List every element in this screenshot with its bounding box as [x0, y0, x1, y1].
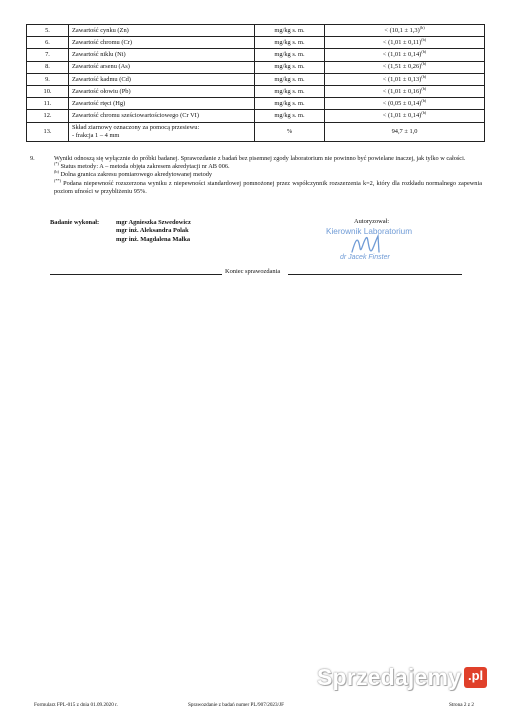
- parameter-name: Zawartość rtęci (Hg): [69, 98, 255, 110]
- parameter-value: [325, 98, 485, 110]
- remarks-body: [54, 155, 482, 196]
- row-number: 11.: [27, 98, 69, 110]
- value-note-mark: (b): [421, 61, 427, 67]
- parameter-unit: mg/kg s. m.: [255, 73, 325, 85]
- parameter-unit: mg/kg s. m.: [255, 85, 325, 97]
- parameter-name: Zawartość kadmu (Cd): [69, 73, 255, 85]
- row-number: 8.: [27, 61, 69, 73]
- parameter-name: Zawartość cynku (Zn): [69, 25, 255, 37]
- value-note-mark: (b): [421, 36, 427, 42]
- parameter-unit: mg/kg s. m.: [255, 37, 325, 49]
- parameter-unit: mg/kg s. m.: [255, 98, 325, 110]
- stamp-title: Kierownik Laboratorium: [326, 227, 413, 236]
- value-text: < (1,01 ± 0,11): [382, 39, 422, 47]
- value-text: < (1,01 ± 0,14): [382, 112, 422, 120]
- table-row: [27, 85, 485, 97]
- note-text: Status metody: A – metoda objęta zakresem akredytacji nr AB 006.: [58, 163, 230, 171]
- results-table-body: [27, 25, 485, 123]
- parameter-name: Zawartość chromu (Cr): [69, 37, 255, 49]
- value-text: < (0,05 ± 0,14): [382, 100, 422, 108]
- parameter-value: [325, 37, 485, 49]
- row-number: 6.: [27, 37, 69, 49]
- value-text: < (1,01 ± 0,14): [382, 51, 422, 59]
- table-row: [27, 122, 485, 141]
- footer-form-id: Formularz FPL-015 z dnia 01.09.2020 r.: [34, 702, 118, 708]
- row-number: 10.: [27, 85, 69, 97]
- note-mark: (**): [54, 177, 61, 183]
- value-note-mark: (b): [421, 49, 427, 55]
- parameter-value: [325, 110, 485, 122]
- parameter-name-line1: Skład ziarnowy oznaczony za pomocą przesiewu:: [72, 124, 200, 132]
- end-line-right: [288, 274, 462, 275]
- end-of-report-text: Koniec sprawozdania: [225, 268, 281, 275]
- parameter-unit: %: [255, 122, 325, 141]
- row-number: 5.: [27, 25, 69, 37]
- performed-by-label: Badanie wykonał:: [50, 219, 100, 226]
- row-number: 13.: [27, 122, 69, 141]
- table-row: [27, 73, 485, 85]
- table-row: [27, 37, 485, 49]
- note-mark: (*): [54, 161, 59, 167]
- value-text: < (1,01 ± 0,16): [382, 87, 422, 95]
- parameter-value: [325, 25, 485, 37]
- authorized-by-label: Autoryzował:: [354, 218, 390, 225]
- end-line-left: [50, 274, 222, 275]
- signer-name: mgr inż. Aleksandra Polak: [116, 227, 189, 235]
- value-text: < (1,01 ± 0,13): [382, 75, 422, 83]
- performed-by-names: [116, 219, 191, 244]
- remarks-note-uncertainty: [54, 177, 482, 196]
- remarks-main-text: Wyniki odnoszą się wyłącznie do próbki badanej. Sprawozdanie z badań bez pisemnej zgody laboratorium nie powinno być powielane inaczej, jak tylko w całości.: [54, 155, 466, 162]
- section-number: 9.: [30, 155, 35, 162]
- parameter-name: Zawartość arsenu (As): [69, 61, 255, 73]
- value-note-mark: (b): [421, 73, 427, 79]
- signer-name: mgr inż. Magdalena Małka: [116, 235, 191, 243]
- table-row: [27, 98, 485, 110]
- parameter-unit: mg/kg s. m.: [255, 110, 325, 122]
- results-table: [26, 24, 485, 142]
- parameter-unit: mg/kg s. m.: [255, 49, 325, 61]
- watermark-logo-badge: [464, 667, 487, 688]
- parameter-name: Zawartość ołowiu (Pb): [69, 85, 255, 97]
- stamp-name: dr Jacek Finster: [340, 254, 390, 261]
- footer-report-number: Sprawozdanie z badań numer PL/907/2023/JF: [188, 702, 284, 708]
- row-number: 12.: [27, 110, 69, 122]
- note-text: Podana niepewność rozszerzona wyniku z niepewności standardowej pomnożonej przez współczynnik rozszerzenia k=2, który dla rozkładu normalnego zapewnia poziom ufności w przybliżeniu 95%.: [54, 179, 482, 195]
- parameter-value: 94,7 ± 1,0: [325, 122, 485, 141]
- value-note-mark: (b): [421, 110, 427, 116]
- value-note-mark: (b): [421, 97, 427, 103]
- watermark-logo: Sprzedajemy: [317, 664, 462, 690]
- parameter-unit: mg/kg s. m.: [255, 61, 325, 73]
- value-text: < (1,51 ± 0,26): [382, 63, 422, 71]
- row-number: 7.: [27, 49, 69, 61]
- parameter-unit: mg/kg s. m.: [255, 25, 325, 37]
- note-mark: (b): [54, 169, 59, 175]
- row-number: 9.: [27, 73, 69, 85]
- note-text: Dolna granica zakresu pomiarowego akredytowanej metody: [58, 171, 213, 179]
- watermark-suffix: .pl: [468, 668, 484, 683]
- value-text: < (10,1 ± 1,3): [384, 26, 420, 34]
- parameter-value: [325, 85, 485, 97]
- footer-page-number: Strona 2 z 2: [449, 702, 474, 708]
- signer-name: mgr Agnieszka Szwedowicz: [116, 219, 191, 226]
- parameter-name: [69, 122, 255, 141]
- value-note-mark: (b): [419, 24, 425, 30]
- remarks-note-lower-limit: [54, 171, 482, 179]
- table-row: [27, 49, 485, 61]
- parameter-value: [325, 61, 485, 73]
- parameter-value: [325, 73, 485, 85]
- parameter-name: Zawartość chromu sześciowartościowego (Cr VI): [69, 110, 255, 122]
- parameter-name-line2: - frakcja 1 – 4 mm: [72, 131, 120, 139]
- value-note-mark: (b): [421, 85, 427, 91]
- table-row: [27, 110, 485, 122]
- parameter-name: Zawartość niklu (Ni): [69, 49, 255, 61]
- table-row: [27, 61, 485, 73]
- parameter-value: [325, 49, 485, 61]
- table-row: [27, 25, 485, 37]
